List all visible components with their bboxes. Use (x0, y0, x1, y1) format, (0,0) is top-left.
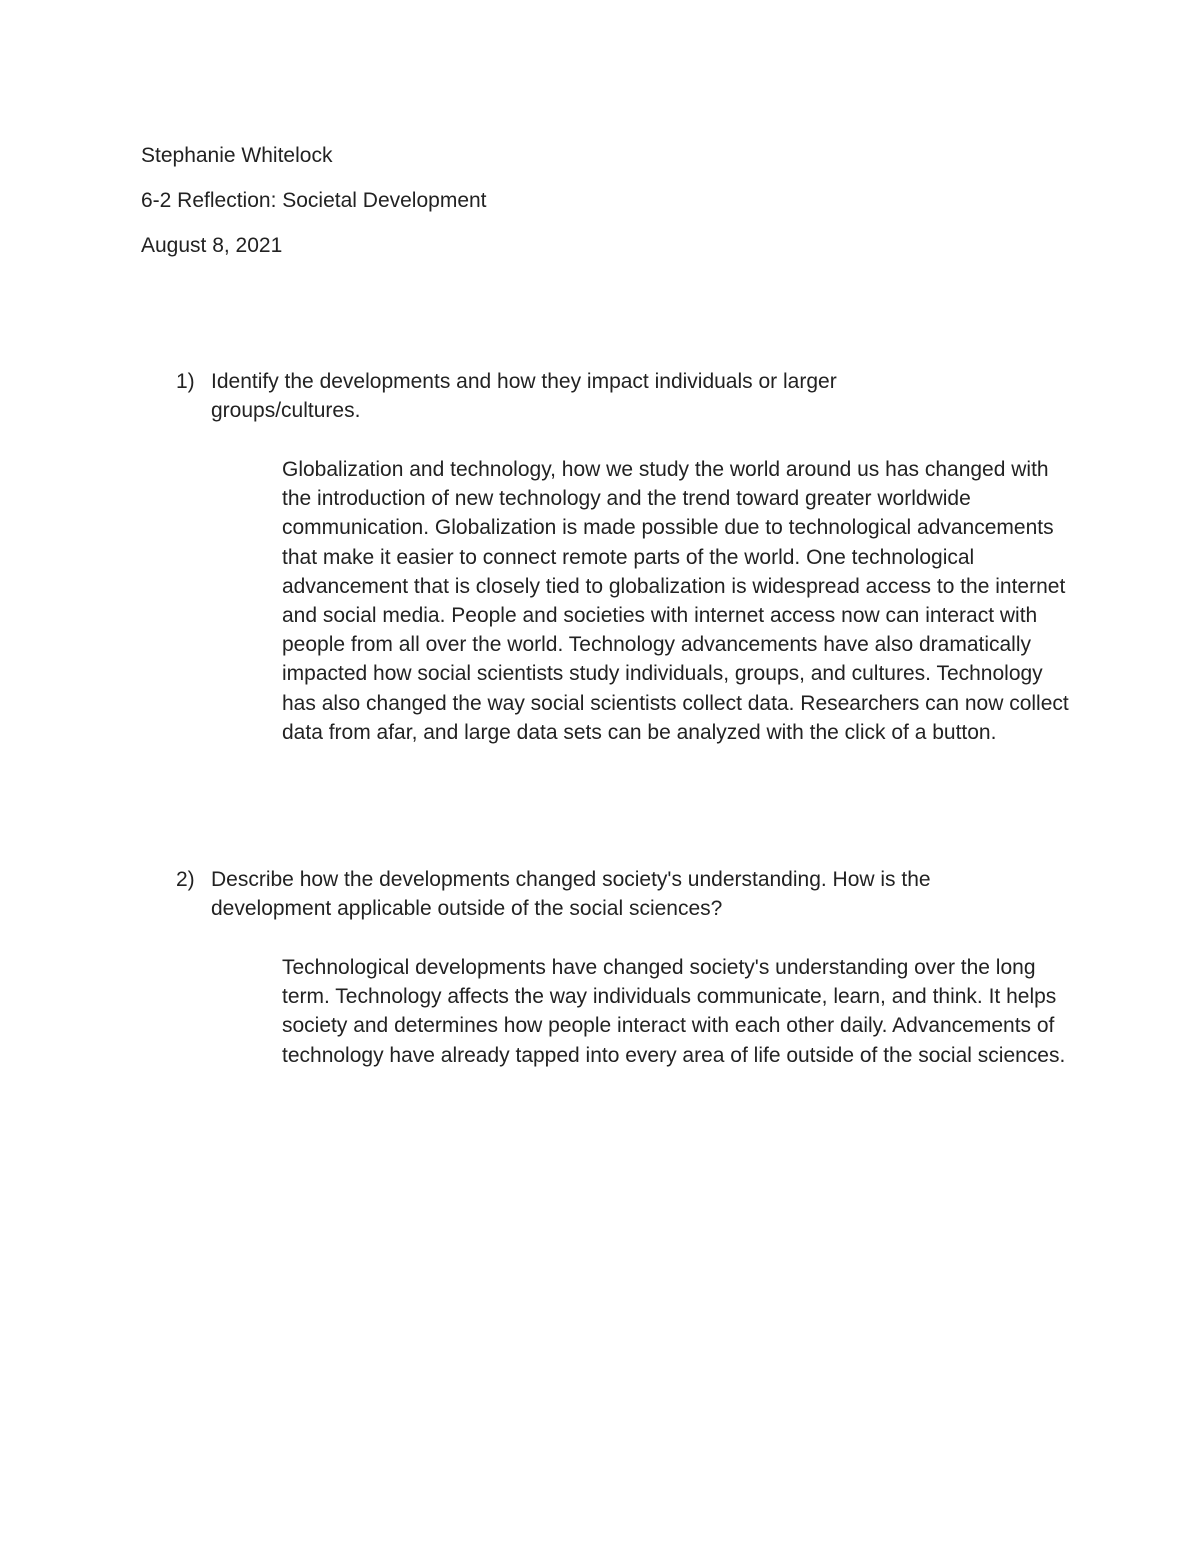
question-prompt: Describe how the developments changed society's understanding. How is the development applicable outside of the social sciences? (211, 868, 931, 920)
question-2 (141, 865, 1101, 1070)
document-title: 6-2 Reflection: Societal Development (141, 189, 487, 212)
document-date: August 8, 2021 (141, 234, 283, 257)
question-number: 1) (176, 370, 195, 393)
question-1 (141, 367, 1101, 747)
author-name: Stephanie Whitelock (141, 144, 333, 167)
answer-paragraph: Technological developments have changed society's understanding over the long term. Technology affects the way individuals communicate, learn, and think. It helps society and determines how people interact with each other daily. Advancements of technology have already tapped into every area of life outside of the social sciences. (282, 956, 1066, 1067)
question-prompt: Identify the developments and how they impact individuals or larger groups/cultures. (211, 370, 837, 422)
answer-paragraph: Globalization and technology, how we study the world around us has changed with the introduction of new technology and the trend toward greater worldwide communication. Globalization is made possible due to technological advancements that make it easier to connect remote parts of the world. One technological advancement that is closely tied to globalization is widespread access to the internet and social media. People and societies with internet access now can interact with people from all over the world. Technology advancements have also dramatically impacted how social scientists study individuals, groups, and cultures. Technology has also changed the way social scientists collect data. Researchers can now collect data from afar, and large data sets can be analyzed with the click of a button. (282, 458, 1069, 744)
question-number: 2) (176, 868, 195, 891)
